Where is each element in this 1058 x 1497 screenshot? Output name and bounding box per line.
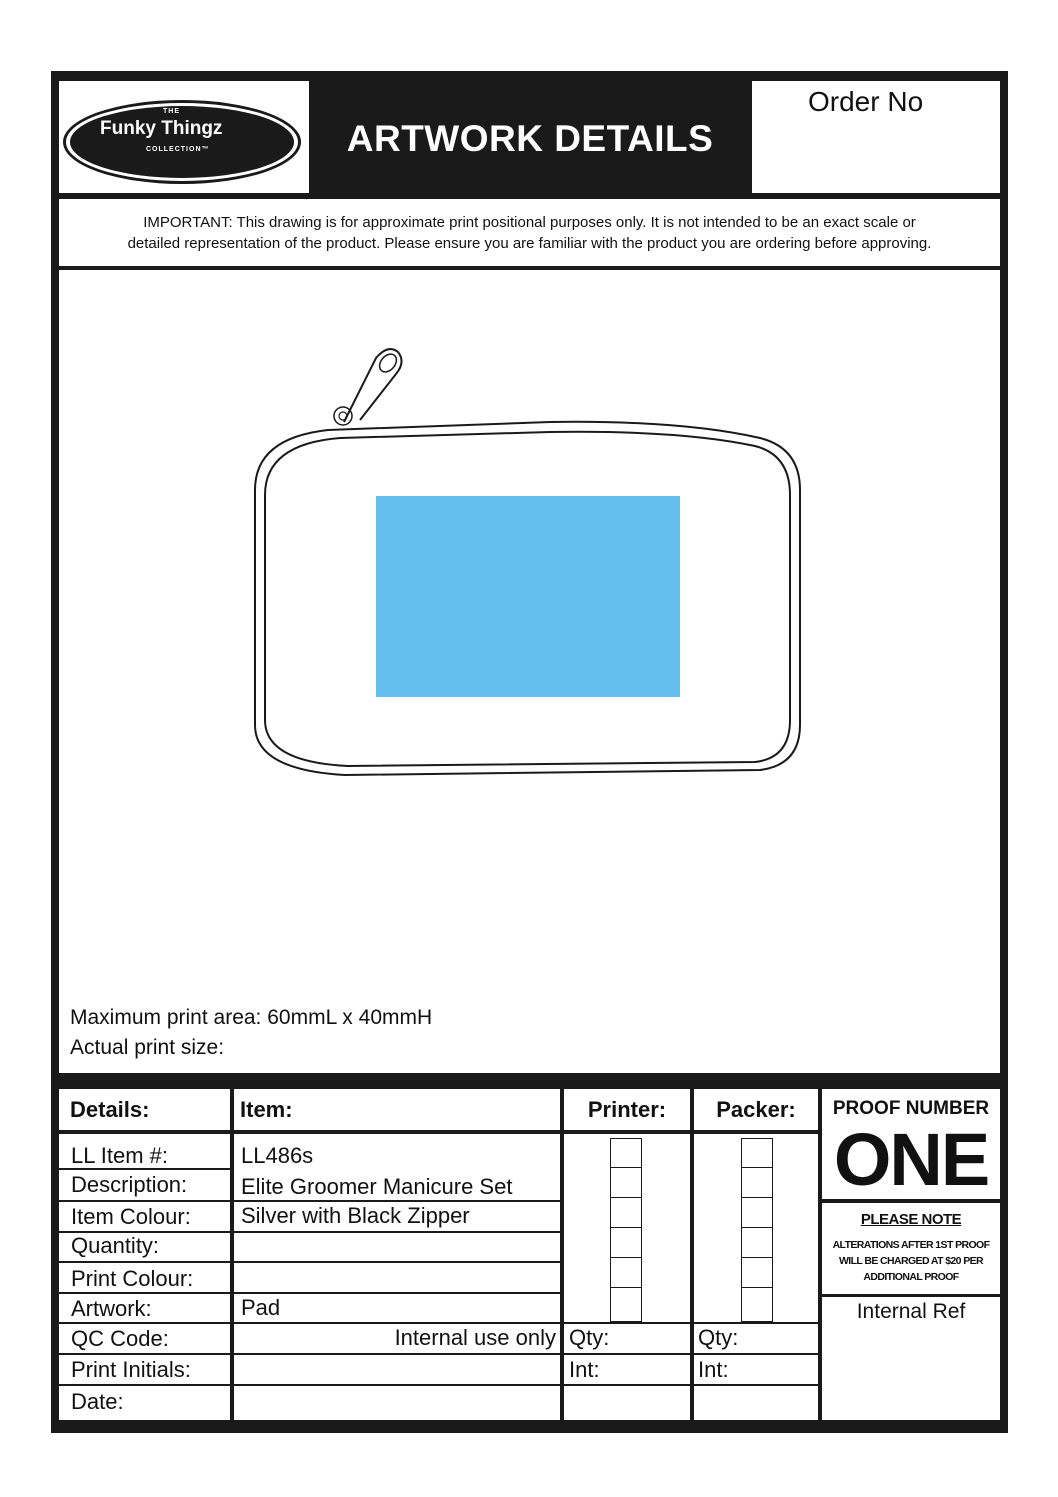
item-header: Item: <box>240 1097 293 1122</box>
proof-number-value: ONE <box>833 1118 989 1201</box>
notice-line-1: IMPORTANT: This drawing is for approximate print positional purposes only. It is not intended to be an exact scale or <box>143 214 916 231</box>
row-label-item-colour: Item Colour: <box>71 1204 191 1229</box>
item-number-value: LL486s <box>241 1143 314 1168</box>
printer-check-box[interactable] <box>610 1198 642 1228</box>
row-label-description: Description: <box>71 1172 188 1197</box>
packer-check-box[interactable] <box>741 1168 773 1198</box>
row-divider <box>564 1353 818 1355</box>
description-value: Elite Groomer Manicure Set <box>241 1174 513 1199</box>
row-divider <box>234 1261 560 1263</box>
packer-check-box[interactable] <box>741 1198 773 1228</box>
packer-qty-label: Qty: <box>698 1325 739 1350</box>
printer-check-box[interactable] <box>610 1228 642 1258</box>
qc-code-value: Internal use only <box>394 1325 556 1350</box>
alteration-line-3: ADDITIONAL PROOF <box>863 1271 959 1283</box>
row-divider <box>234 1200 560 1202</box>
funky-thingz-logo <box>70 106 294 178</box>
row-label-print-initials: Print Initials: <box>71 1357 191 1382</box>
actual-print-size: Actual print size: <box>70 1036 225 1059</box>
row-divider <box>59 1353 230 1355</box>
row-divider <box>234 1292 560 1294</box>
alteration-line-1: ALTERATIONS AFTER 1ST PROOF <box>832 1239 990 1251</box>
packer-check-box[interactable] <box>741 1138 773 1168</box>
row-label-date: Date: <box>71 1389 124 1414</box>
please-note-heading: PLEASE NOTE <box>860 1211 962 1228</box>
details-header: Details: <box>70 1097 150 1122</box>
page-title: ARTWORK DETAILS <box>346 118 714 159</box>
alteration-charge-note <box>826 1237 996 1285</box>
artwork-value: Pad <box>241 1295 281 1320</box>
packer-check-box[interactable] <box>741 1288 773 1322</box>
printer-check-box[interactable] <box>610 1258 642 1288</box>
pouch-drawing <box>240 330 820 790</box>
printer-header: Printer: <box>587 1097 667 1122</box>
print-area <box>376 496 680 697</box>
packer-int-label: Int: <box>698 1357 729 1382</box>
printer-check-box[interactable] <box>610 1138 642 1168</box>
logo-name-text: Funky Thingz <box>100 118 223 139</box>
row-divider <box>59 1322 230 1324</box>
order-no-label: Order No <box>808 86 924 117</box>
row-label-print-colour: Print Colour: <box>71 1266 194 1291</box>
packer-header: Packer: <box>716 1097 796 1122</box>
max-print-area: Maximum print area: 60mmL x 40mmH <box>70 1006 433 1029</box>
row-divider <box>234 1353 560 1355</box>
notice-line-2: detailed representation of the product. Please ensure you are familiar with the product you are ordering before approving. <box>127 235 932 252</box>
item-colour-value: Silver with Black Zipper <box>241 1203 470 1228</box>
row-divider <box>59 1200 230 1202</box>
row-divider <box>564 1384 818 1386</box>
row-label-qc-code: QC Code: <box>71 1326 169 1351</box>
packer-check-box[interactable] <box>741 1258 773 1288</box>
logo-collection-text: COLLECTION™ <box>146 146 210 153</box>
printer-int-label: Int: <box>569 1357 600 1382</box>
row-divider <box>59 1261 230 1263</box>
row-divider <box>234 1322 560 1324</box>
row-label-quantity: Quantity: <box>71 1233 160 1258</box>
logo-the-text: THE <box>163 108 180 115</box>
printer-check-box[interactable] <box>610 1288 642 1322</box>
row-divider <box>234 1384 560 1386</box>
proof-number-label: PROOF NUMBER <box>832 1098 990 1119</box>
row-label-artwork: Artwork: <box>71 1296 152 1321</box>
header-separator <box>59 1130 818 1134</box>
packer-check-box[interactable] <box>741 1228 773 1258</box>
row-label-item-number: LL Item #: <box>71 1143 169 1168</box>
row-divider <box>59 1384 230 1386</box>
alteration-line-2: WILL BE CHARGED AT $20 PER <box>838 1255 984 1267</box>
row-divider <box>59 1292 230 1294</box>
zipper-pull-icon <box>334 349 402 425</box>
printer-check-box[interactable] <box>610 1168 642 1198</box>
internal-ref-label: Internal Ref <box>856 1300 966 1323</box>
row-divider <box>234 1231 560 1233</box>
printer-qty-label: Qty: <box>569 1325 610 1350</box>
item-column <box>234 1089 560 1420</box>
important-notice <box>58 212 1001 254</box>
row-divider <box>564 1322 818 1324</box>
